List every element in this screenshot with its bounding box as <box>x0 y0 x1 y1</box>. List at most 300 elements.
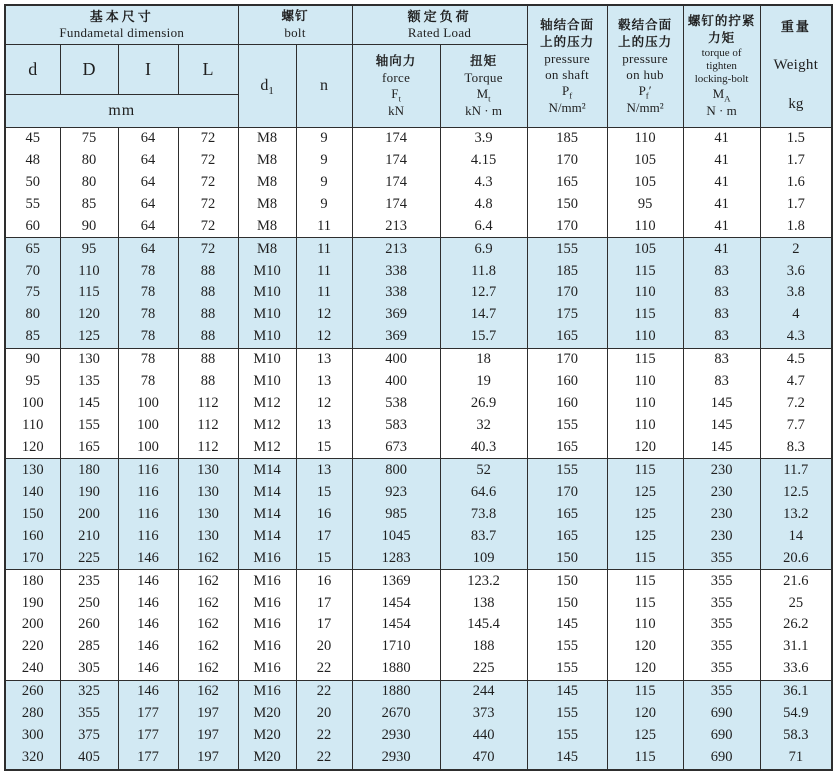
table-cell: 22 <box>296 725 352 747</box>
table-cell: M16 <box>238 636 296 658</box>
table-cell: 41 <box>683 127 760 150</box>
table-cell: 115 <box>607 747 683 770</box>
table-cell: 1045 <box>352 525 440 547</box>
table-cell: M8 <box>238 171 296 193</box>
spec-table <box>4 4 833 771</box>
table-cell: 115 <box>607 570 683 593</box>
table-cell: 1710 <box>352 636 440 658</box>
table-cell: M8 <box>238 150 296 172</box>
table-cell: 14 <box>760 525 832 547</box>
header-bolt <box>238 5 352 44</box>
table-cell: 225 <box>60 547 118 570</box>
table-cell: 83 <box>683 260 760 282</box>
table-cell: 1454 <box>352 592 440 614</box>
table-cell: 325 <box>60 680 118 703</box>
table-cell: 155 <box>527 459 607 482</box>
table-row <box>5 348 832 371</box>
table-cell: M16 <box>238 547 296 570</box>
weight-label-en: Weight <box>773 57 819 74</box>
table-cell: 923 <box>352 481 440 503</box>
table-cell: 160 <box>5 525 60 547</box>
table-cell: 55 <box>5 193 60 215</box>
pressure-shaft-label-zh: 轴结合面 上的压力 <box>540 17 595 49</box>
table-cell: 130 <box>5 459 60 482</box>
locking-torque-label-en: torque of tighten locking-bolt <box>694 47 749 86</box>
table-cell: 130 <box>60 348 118 371</box>
table-cell: 150 <box>527 592 607 614</box>
column-header-n: n <box>296 44 352 127</box>
table-cell: 230 <box>683 459 760 482</box>
table-cell: M16 <box>238 680 296 703</box>
table-cell: 120 <box>607 636 683 658</box>
table-cell: M12 <box>238 393 296 415</box>
table-cell: 260 <box>60 614 118 636</box>
table-cell: 244 <box>440 680 527 703</box>
table-cell: 13 <box>296 415 352 437</box>
table-cell: 64 <box>118 150 178 172</box>
column-header-d1: $d_1$ <box>238 44 296 127</box>
table-row <box>5 371 832 393</box>
table-cell: 95 <box>60 238 118 261</box>
table-cell: 250 <box>60 592 118 614</box>
table-row <box>5 304 832 326</box>
table-cell: 180 <box>5 570 60 593</box>
table-cell: 15.7 <box>440 326 527 349</box>
table-cell: 155 <box>527 703 607 725</box>
mm-unit-header: mm <box>5 94 238 127</box>
locking-torque-symbol: $M_A$ <box>712 86 731 104</box>
table-cell: 150 <box>5 503 60 525</box>
rated-load-label-en: Rated Load <box>407 25 472 41</box>
table-cell: 115 <box>607 459 683 482</box>
table-cell: 78 <box>118 282 178 304</box>
table-cell: 4.5 <box>760 348 832 371</box>
table-cell: 105 <box>607 171 683 193</box>
table-cell: 32 <box>440 415 527 437</box>
table-cell: 64 <box>118 215 178 238</box>
table-cell: 213 <box>352 238 440 261</box>
table-cell: 375 <box>60 725 118 747</box>
table-cell: 170 <box>527 481 607 503</box>
table-cell: 12 <box>296 393 352 415</box>
table-cell: 88 <box>178 348 238 371</box>
table-cell: 1369 <box>352 570 440 593</box>
table-cell: 12.5 <box>760 481 832 503</box>
table-cell: 72 <box>178 150 238 172</box>
table-cell: 16 <box>296 570 352 593</box>
table-cell: 13 <box>296 348 352 371</box>
weight-label-zh: 重量 <box>780 19 811 34</box>
table-cell: 85 <box>5 326 60 349</box>
table-cell: 100 <box>118 393 178 415</box>
table-cell: M16 <box>238 614 296 636</box>
table-cell: M20 <box>238 725 296 747</box>
table-cell: 22 <box>296 658 352 681</box>
table-cell: 41 <box>683 150 760 172</box>
table-cell: 197 <box>178 747 238 770</box>
table-cell: 135 <box>60 371 118 393</box>
table-cell: 162 <box>178 636 238 658</box>
table-cell: 9 <box>296 127 352 150</box>
table-cell: M20 <box>238 747 296 770</box>
table-row <box>5 260 832 282</box>
column-header-I: I <box>118 44 178 94</box>
table-cell: 155 <box>527 636 607 658</box>
table-cell: 17 <box>296 592 352 614</box>
table-cell: 125 <box>607 725 683 747</box>
table-cell: 2930 <box>352 747 440 770</box>
table-cell: 112 <box>178 393 238 415</box>
table-cell: 4.3 <box>440 171 527 193</box>
table-cell: 146 <box>118 547 178 570</box>
table-cell: 4.15 <box>440 150 527 172</box>
table-cell: 13.2 <box>760 503 832 525</box>
table-cell: 4 <box>760 304 832 326</box>
table-cell: 78 <box>118 326 178 349</box>
table-cell: 64 <box>118 171 178 193</box>
table-cell: 112 <box>178 436 238 459</box>
table-cell: 36.1 <box>760 680 832 703</box>
torque-label-zh: 扭矩 <box>470 53 498 68</box>
table-cell: 146 <box>118 680 178 703</box>
table-cell: 78 <box>118 304 178 326</box>
table-cell: 73.8 <box>440 503 527 525</box>
table-cell: 58.3 <box>760 725 832 747</box>
table-cell: 405 <box>60 747 118 770</box>
table-cell: 150 <box>527 547 607 570</box>
table-cell: 100 <box>118 436 178 459</box>
table-cell: 3.8 <box>760 282 832 304</box>
table-row <box>5 393 832 415</box>
column-header-torque <box>440 44 527 127</box>
table-cell: 75 <box>5 282 60 304</box>
table-cell: 165 <box>527 436 607 459</box>
table-cell: 538 <box>352 393 440 415</box>
header-locking-torque <box>683 5 760 127</box>
table-cell: 338 <box>352 260 440 282</box>
column-header-axial-force <box>352 44 440 127</box>
table-row <box>5 570 832 593</box>
table-cell: 190 <box>5 592 60 614</box>
table-cell: 320 <box>5 747 60 770</box>
table-cell: 174 <box>352 127 440 150</box>
table-cell: 165 <box>60 436 118 459</box>
table-cell: 355 <box>683 592 760 614</box>
table-row <box>5 547 832 570</box>
table-row <box>5 282 832 304</box>
table-cell: 7.2 <box>760 393 832 415</box>
torque-symbol: $M_t$ <box>476 85 491 104</box>
table-cell: 54.9 <box>760 703 832 725</box>
pressure-hub-symbol: $P_f'$ <box>638 82 652 101</box>
table-cell: 1.8 <box>760 215 832 238</box>
table-cell: 470 <box>440 747 527 770</box>
table-cell: 11 <box>296 282 352 304</box>
table-cell: 300 <box>5 725 60 747</box>
table-cell: 185 <box>527 260 607 282</box>
table-cell: 120 <box>607 703 683 725</box>
table-cell: 8.3 <box>760 436 832 459</box>
bolt-label-zh: 螺钉 <box>281 9 309 24</box>
table-cell: 78 <box>118 260 178 282</box>
locking-torque-label-zh: 螺钉的拧紧 力矩 <box>687 14 756 46</box>
table-cell: 22 <box>296 680 352 703</box>
table-cell: M8 <box>238 215 296 238</box>
table-cell: 200 <box>5 614 60 636</box>
table-row <box>5 747 832 770</box>
table-cell: 90 <box>5 348 60 371</box>
table-cell: 355 <box>683 658 760 681</box>
table-cell: 110 <box>60 260 118 282</box>
table-cell: 369 <box>352 304 440 326</box>
table-cell: 72 <box>178 127 238 150</box>
table-cell: 220 <box>5 636 60 658</box>
table-cell: 355 <box>683 636 760 658</box>
table-cell: 90 <box>60 215 118 238</box>
table-cell: 3.9 <box>440 127 527 150</box>
header-basic-dimension <box>5 5 238 44</box>
table-cell: 105 <box>607 150 683 172</box>
table-cell: 690 <box>683 725 760 747</box>
table-cell: 40.3 <box>440 436 527 459</box>
pressure-hub-label-en: pressure on hub <box>622 50 668 82</box>
table-cell: 16 <box>296 503 352 525</box>
table-cell: M16 <box>238 570 296 593</box>
table-cell: 110 <box>607 282 683 304</box>
table-cell: 162 <box>178 570 238 593</box>
table-cell: 373 <box>440 703 527 725</box>
table-cell: 110 <box>607 127 683 150</box>
pressure-hub-label-zh: 毂结合面 上的压力 <box>618 17 673 49</box>
table-cell: M10 <box>238 260 296 282</box>
header-pressure-on-shaft <box>527 5 607 127</box>
table-cell: 200 <box>60 503 118 525</box>
table-cell: 235 <box>60 570 118 593</box>
table-cell: 9 <box>296 171 352 193</box>
table-cell: 120 <box>607 658 683 681</box>
table-cell: 19 <box>440 371 527 393</box>
table-cell: 177 <box>118 703 178 725</box>
table-cell: 72 <box>178 238 238 261</box>
table-cell: 13 <box>296 371 352 393</box>
table-cell: 146 <box>118 614 178 636</box>
table-cell: 115 <box>607 304 683 326</box>
table-cell: 174 <box>352 171 440 193</box>
table-cell: 140 <box>5 481 60 503</box>
rated-load-label-zh: 额定负荷 <box>407 9 472 25</box>
table-cell: 162 <box>178 680 238 703</box>
table-cell: 20.6 <box>760 547 832 570</box>
table-row <box>5 481 832 503</box>
table-cell: 78 <box>118 348 178 371</box>
table-cell: 210 <box>60 525 118 547</box>
table-cell: 1.7 <box>760 150 832 172</box>
table-cell: M10 <box>238 348 296 371</box>
table-cell: 213 <box>352 215 440 238</box>
table-cell: 280 <box>5 703 60 725</box>
table-cell: 4.3 <box>760 326 832 349</box>
table-cell: 11.7 <box>760 459 832 482</box>
table-cell: 1454 <box>352 614 440 636</box>
table-cell: 145 <box>527 614 607 636</box>
table-row <box>5 238 832 261</box>
table-cell: 165 <box>527 503 607 525</box>
table-cell: 162 <box>178 614 238 636</box>
table-cell: 11 <box>296 260 352 282</box>
torque-label-en: Torque <box>464 69 503 85</box>
table-cell: 110 <box>607 415 683 437</box>
table-cell: 160 <box>527 393 607 415</box>
table-cell: 41 <box>683 215 760 238</box>
basic-dimension-label-en: Fundametal dimension <box>59 25 185 41</box>
table-cell: 31.1 <box>760 636 832 658</box>
table-cell: 85 <box>60 193 118 215</box>
table-row <box>5 171 832 193</box>
table-cell: 64 <box>118 193 178 215</box>
table-cell: 12.7 <box>440 282 527 304</box>
table-cell: 115 <box>607 348 683 371</box>
column-header-L: L <box>178 44 238 94</box>
table-cell: 116 <box>118 459 178 482</box>
table-cell: 130 <box>178 525 238 547</box>
table-cell: 70 <box>5 260 60 282</box>
table-cell: 83 <box>683 282 760 304</box>
table-cell: 52 <box>440 459 527 482</box>
table-cell: 15 <box>296 481 352 503</box>
table-cell: 146 <box>118 658 178 681</box>
axial-force-symbol: $F_t$ <box>391 85 401 104</box>
table-row <box>5 150 832 172</box>
table-cell: 145 <box>683 436 760 459</box>
table-row <box>5 503 832 525</box>
table-cell: 83 <box>683 371 760 393</box>
table-cell: 155 <box>60 415 118 437</box>
axial-force-label-en: force <box>381 69 411 85</box>
table-cell: 355 <box>683 570 760 593</box>
table-cell: 110 <box>607 393 683 415</box>
table-cell: 22 <box>296 747 352 770</box>
table-cell: M12 <box>238 415 296 437</box>
table-cell: 100 <box>5 393 60 415</box>
table-cell: 400 <box>352 348 440 371</box>
table-cell: 197 <box>178 703 238 725</box>
table-cell: 115 <box>607 592 683 614</box>
table-cell: 355 <box>683 547 760 570</box>
table-row <box>5 703 832 725</box>
table-cell: 145 <box>683 415 760 437</box>
table-cell: 72 <box>178 193 238 215</box>
table-cell: 21.6 <box>760 570 832 593</box>
table-cell: 15 <box>296 547 352 570</box>
table-cell: M14 <box>238 525 296 547</box>
table-cell: 4.8 <box>440 193 527 215</box>
table-cell: 985 <box>352 503 440 525</box>
table-cell: 78 <box>118 371 178 393</box>
table-cell: 145.4 <box>440 614 527 636</box>
table-cell: M10 <box>238 282 296 304</box>
table-row <box>5 614 832 636</box>
header-rated-load <box>352 5 527 44</box>
table-cell: 123.2 <box>440 570 527 593</box>
table-cell: 170 <box>527 348 607 371</box>
table-cell: 71 <box>760 747 832 770</box>
table-cell: 145 <box>60 393 118 415</box>
table-cell: 6.4 <box>440 215 527 238</box>
table-cell: 105 <box>607 238 683 261</box>
basic-dimension-label-zh: 基本尺寸 <box>89 9 154 25</box>
table-cell: M20 <box>238 703 296 725</box>
table-cell: 400 <box>352 371 440 393</box>
table-cell: 177 <box>118 747 178 770</box>
table-cell: 11 <box>296 238 352 261</box>
table-cell: 125 <box>607 525 683 547</box>
table-cell: 230 <box>683 525 760 547</box>
table-cell: 162 <box>178 592 238 614</box>
table-cell: M10 <box>238 326 296 349</box>
table-cell: M8 <box>238 193 296 215</box>
table-cell: 125 <box>607 481 683 503</box>
table-cell: 690 <box>683 747 760 770</box>
table-cell: 170 <box>527 150 607 172</box>
table-cell: 112 <box>178 415 238 437</box>
table-cell: 150 <box>527 570 607 593</box>
table-cell: 83.7 <box>440 525 527 547</box>
table-cell: 6.9 <box>440 238 527 261</box>
table-row <box>5 680 832 703</box>
table-cell: 80 <box>5 304 60 326</box>
table-cell: 355 <box>683 614 760 636</box>
torque-unit: kN · m <box>465 102 502 118</box>
table-cell: 80 <box>60 171 118 193</box>
table-cell: 110 <box>607 215 683 238</box>
table-cell: 65 <box>5 238 60 261</box>
table-cell: 110 <box>5 415 60 437</box>
table-cell: 150 <box>527 193 607 215</box>
table-cell: 440 <box>440 725 527 747</box>
table-row <box>5 326 832 349</box>
table-cell: 15 <box>296 436 352 459</box>
table-cell: 146 <box>118 636 178 658</box>
table-cell: 285 <box>60 636 118 658</box>
table-cell: 95 <box>607 193 683 215</box>
table-cell: 41 <box>683 238 760 261</box>
table-cell: 185 <box>527 127 607 150</box>
table-cell: 165 <box>527 171 607 193</box>
table-cell: 9 <box>296 150 352 172</box>
pressure-shaft-symbol: $P_f$ <box>561 82 573 101</box>
table-cell: 583 <box>352 415 440 437</box>
table-cell: 180 <box>60 459 118 482</box>
table-cell: 120 <box>60 304 118 326</box>
table-cell: 116 <box>118 503 178 525</box>
table-cell: 225 <box>440 658 527 681</box>
table-cell: 138 <box>440 592 527 614</box>
table-cell: 197 <box>178 725 238 747</box>
bolt-label-en: bolt <box>284 25 306 41</box>
table-cell: 146 <box>118 570 178 593</box>
table-cell: 88 <box>178 282 238 304</box>
table-cell: M14 <box>238 459 296 482</box>
table-cell: 165 <box>527 326 607 349</box>
table-cell: 109 <box>440 547 527 570</box>
table-cell: M10 <box>238 371 296 393</box>
table-cell: 4.7 <box>760 371 832 393</box>
pressure-hub-unit: N/mm² <box>626 99 664 115</box>
table-cell: 100 <box>118 415 178 437</box>
weight-unit: kg <box>788 95 804 112</box>
table-cell: 2930 <box>352 725 440 747</box>
table-cell: 11 <box>296 215 352 238</box>
